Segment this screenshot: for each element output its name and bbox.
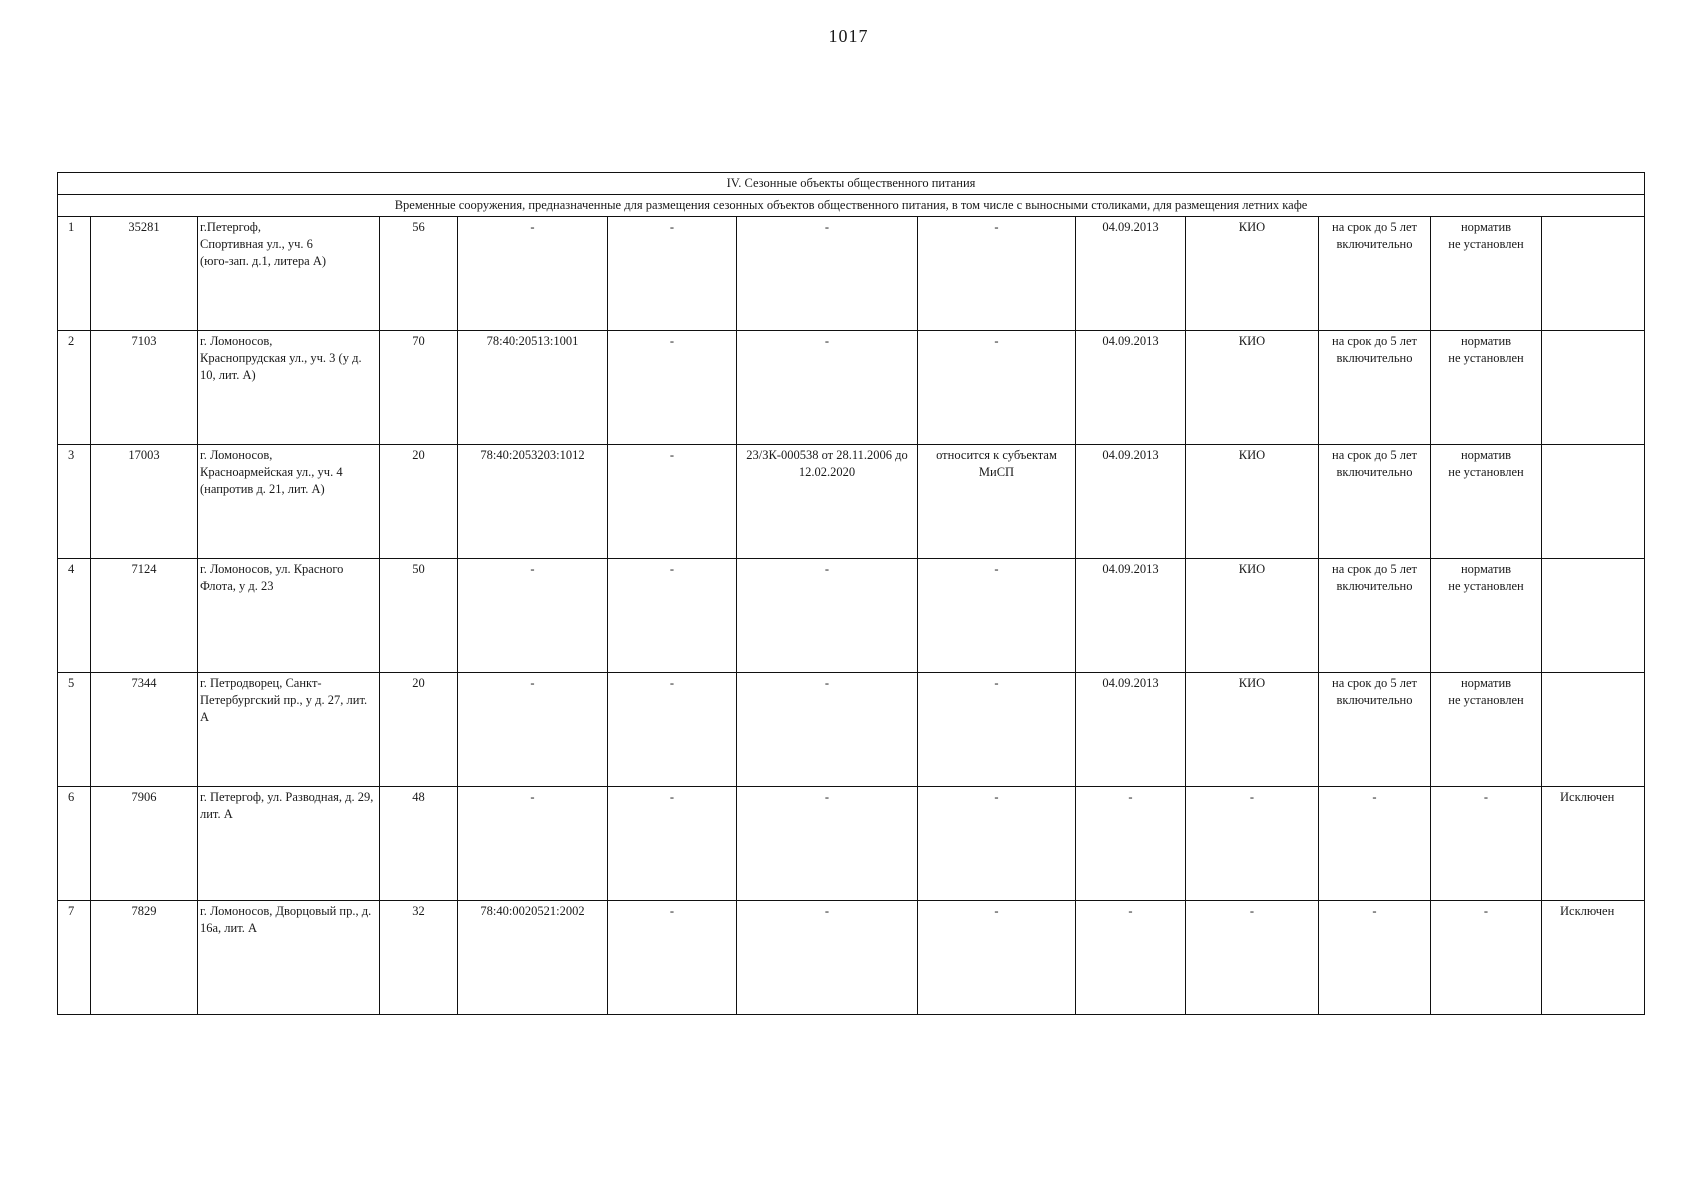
authority-cell: - <box>1186 787 1319 901</box>
cadastral-number-cell: 78:40:0020521:2002 <box>458 901 608 1015</box>
norm-cell: норматив не установлен <box>1431 331 1542 445</box>
cadastral-number-cell: - <box>458 559 608 673</box>
section-title: IV. Сезонные объекты общественного питания <box>58 173 1645 195</box>
table-row <box>58 787 1645 901</box>
contract-cell: - <box>737 787 918 901</box>
note-cell <box>1542 673 1645 787</box>
authority-cell: - <box>1186 901 1319 1015</box>
cadastral-number-cell: 78:40:20513:1001 <box>458 331 608 445</box>
table-row <box>58 559 1645 673</box>
subsection-header-row <box>58 195 1645 217</box>
cadastral-number-cell: - <box>458 217 608 331</box>
msp-status-cell: - <box>918 901 1076 1015</box>
msp-status-cell: - <box>918 217 1076 331</box>
norm-cell: норматив не установлен <box>1431 673 1542 787</box>
column-6-cell: - <box>608 331 737 445</box>
row-number-cell: 7 <box>58 901 91 1015</box>
object-id-cell: 7906 <box>91 787 198 901</box>
term-cell: на срок до 5 лет включительно <box>1319 331 1431 445</box>
column-6-cell: - <box>608 673 737 787</box>
area-cell: 50 <box>380 559 458 673</box>
contract-cell: - <box>737 901 918 1015</box>
term-cell: на срок до 5 лет включительно <box>1319 559 1431 673</box>
row-number-cell: 3 <box>58 445 91 559</box>
authority-cell: КИО <box>1186 217 1319 331</box>
term-cell: - <box>1319 787 1431 901</box>
area-cell: 20 <box>380 673 458 787</box>
object-id-cell: 7124 <box>91 559 198 673</box>
row-number-cell: 5 <box>58 673 91 787</box>
column-6-cell: - <box>608 787 737 901</box>
norm-cell: норматив не установлен <box>1431 445 1542 559</box>
authority-cell: КИО <box>1186 559 1319 673</box>
note-cell <box>1542 559 1645 673</box>
object-id-cell: 7103 <box>91 331 198 445</box>
msp-status-cell: - <box>918 787 1076 901</box>
date-cell: 04.09.2013 <box>1076 445 1186 559</box>
date-cell: 04.09.2013 <box>1076 331 1186 445</box>
norm-cell: норматив не установлен <box>1431 217 1542 331</box>
address-cell: г. Ломоносов, Краснопрудская ул., уч. 3 (у д. 10, лит. А) <box>198 331 380 445</box>
address-cell: г.Петергоф, Спортивная ул., уч. 6 (юго-зап. д.1, литера А) <box>198 217 380 331</box>
area-cell: 48 <box>380 787 458 901</box>
address-cell: г. Ломоносов, Красноармейская ул., уч. 4 (напротив д. 21, лит. А) <box>198 445 380 559</box>
cadastral-number-cell: 78:40:2053203:1012 <box>458 445 608 559</box>
area-cell: 56 <box>380 217 458 331</box>
area-cell: 70 <box>380 331 458 445</box>
contract-cell: - <box>737 673 918 787</box>
note-cell <box>1542 217 1645 331</box>
date-cell: 04.09.2013 <box>1076 559 1186 673</box>
norm-cell: - <box>1431 787 1542 901</box>
row-number-cell: 1 <box>58 217 91 331</box>
column-6-cell: - <box>608 445 737 559</box>
norm-cell: норматив не установлен <box>1431 559 1542 673</box>
cadastral-number-cell: - <box>458 673 608 787</box>
object-id-cell: 7829 <box>91 901 198 1015</box>
term-cell: на срок до 5 лет включительно <box>1319 217 1431 331</box>
date-cell: 04.09.2013 <box>1076 673 1186 787</box>
note-cell: Исключен <box>1542 901 1645 1015</box>
page-number: 1017 <box>828 26 869 46</box>
term-cell: на срок до 5 лет включительно <box>1319 673 1431 787</box>
contract-cell: - <box>737 559 918 673</box>
term-cell: - <box>1319 901 1431 1015</box>
note-cell <box>1542 331 1645 445</box>
date-cell: - <box>1076 901 1186 1015</box>
area-cell: 32 <box>380 901 458 1015</box>
contract-cell: 23/ЗК-000538 от 28.11.2006 до 12.02.2020 <box>737 445 918 559</box>
row-number-cell: 4 <box>58 559 91 673</box>
column-6-cell: - <box>608 559 737 673</box>
cadastral-number-cell: - <box>458 787 608 901</box>
authority-cell: КИО <box>1186 445 1319 559</box>
msp-status-cell: - <box>918 559 1076 673</box>
table-row <box>58 217 1645 331</box>
row-number-cell: 2 <box>58 331 91 445</box>
section-header-row <box>58 173 1645 195</box>
object-id-cell: 7344 <box>91 673 198 787</box>
address-cell: г. Ломоносов, ул. Красного Флота, у д. 23 <box>198 559 380 673</box>
term-cell: на срок до 5 лет включительно <box>1319 445 1431 559</box>
contract-cell: - <box>737 217 918 331</box>
address-cell: г. Петергоф, ул. Разводная, д. 29, лит. А <box>198 787 380 901</box>
table-row <box>58 673 1645 787</box>
date-cell: 04.09.2013 <box>1076 217 1186 331</box>
address-cell: г. Петродворец, Санкт-Петербургский пр., у д. 27, лит. А <box>198 673 380 787</box>
object-id-cell: 35281 <box>91 217 198 331</box>
authority-cell: КИО <box>1186 673 1319 787</box>
msp-status-cell: относится к субъектам МиСП <box>918 445 1076 559</box>
area-cell: 20 <box>380 445 458 559</box>
row-number-cell: 6 <box>58 787 91 901</box>
table-row <box>58 901 1645 1015</box>
registry-body <box>58 173 1645 1015</box>
table-row <box>58 331 1645 445</box>
contract-cell: - <box>737 331 918 445</box>
table-row <box>58 445 1645 559</box>
norm-cell: - <box>1431 901 1542 1015</box>
object-id-cell: 17003 <box>91 445 198 559</box>
column-6-cell: - <box>608 217 737 331</box>
note-cell <box>1542 445 1645 559</box>
authority-cell: КИО <box>1186 331 1319 445</box>
note-cell: Исключен <box>1542 787 1645 901</box>
column-6-cell: - <box>608 901 737 1015</box>
address-cell: г. Ломоносов, Дворцовый пр., д. 16а, лит. А <box>198 901 380 1015</box>
msp-status-cell: - <box>918 673 1076 787</box>
subsection-title: Временные сооружения, предназначенные для размещения сезонных объектов общественного питания, в том числе с выносными столиками, для размещения летних кафе <box>58 195 1645 217</box>
msp-status-cell: - <box>918 331 1076 445</box>
registry-table <box>57 172 1645 1015</box>
date-cell: - <box>1076 787 1186 901</box>
